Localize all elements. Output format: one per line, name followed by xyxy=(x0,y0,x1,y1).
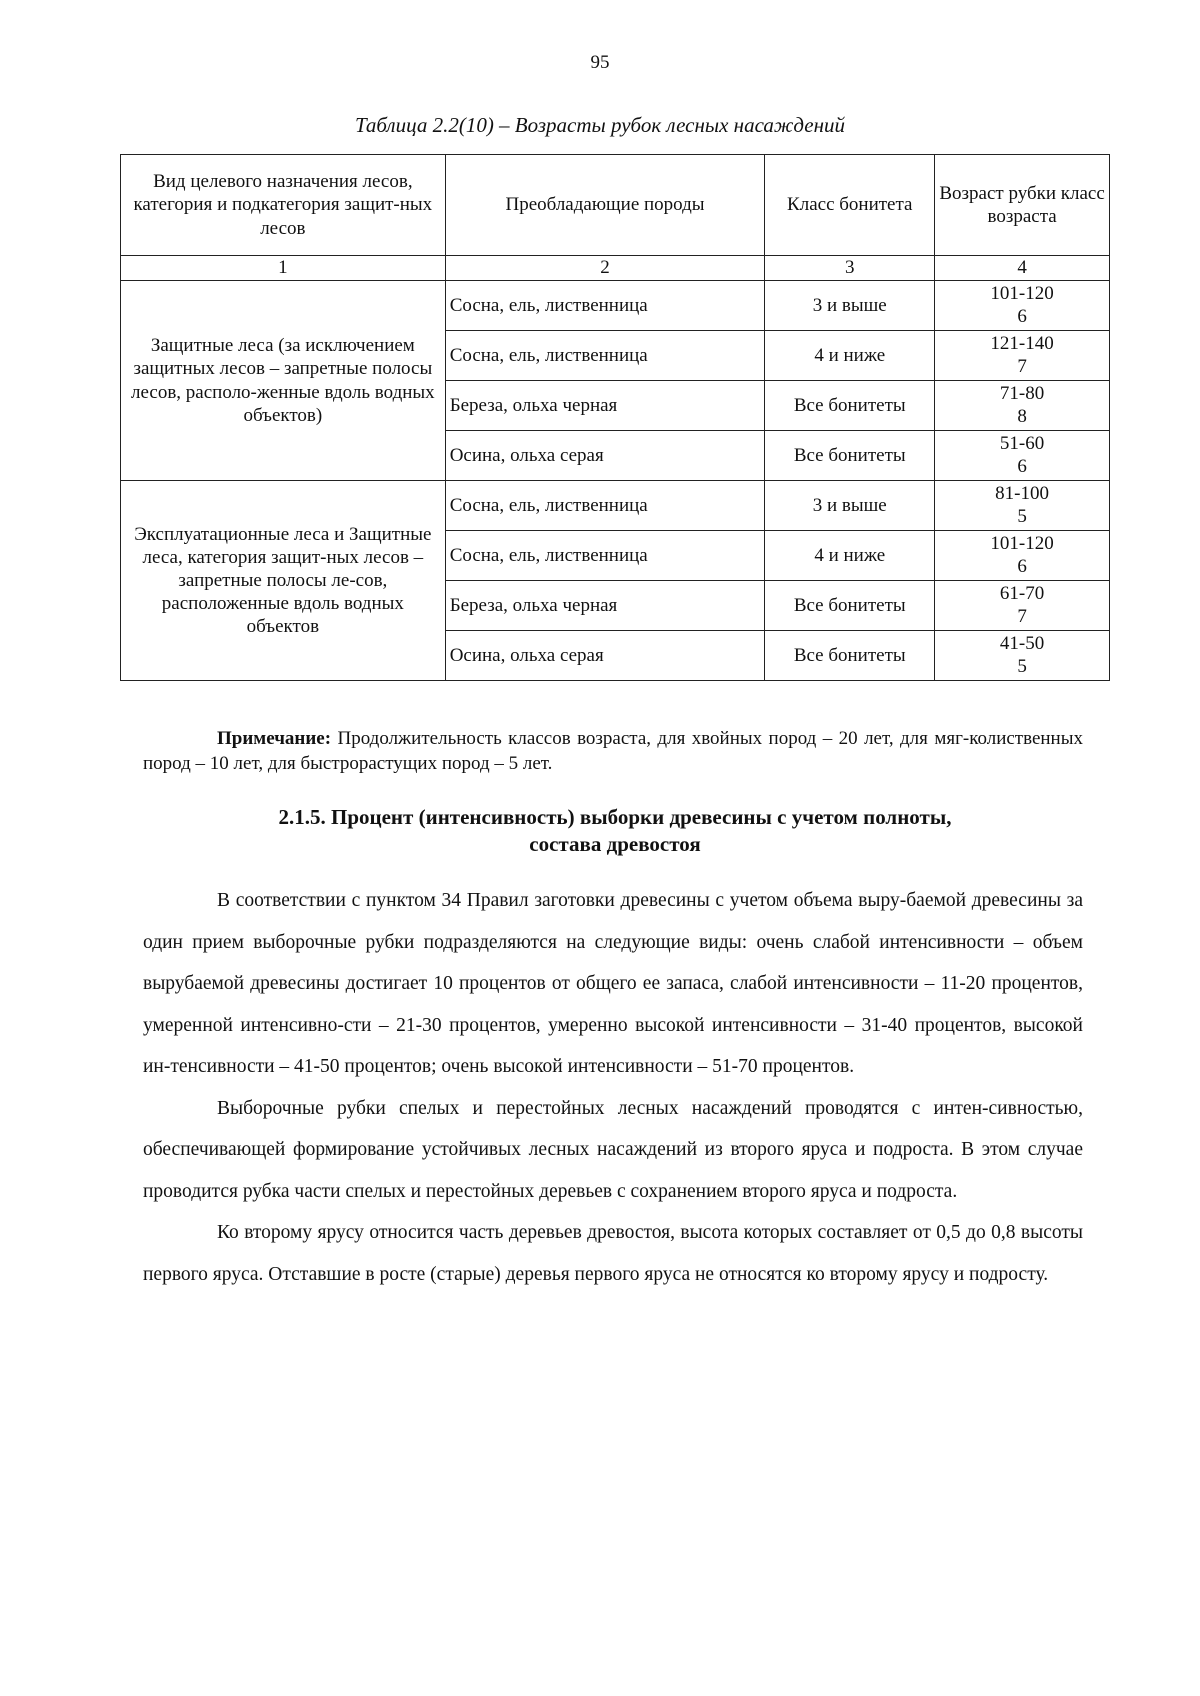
age-cell xyxy=(935,531,1110,581)
column-number: 4 xyxy=(935,256,1110,281)
species-cell: Сосна, ель, лиственница xyxy=(445,281,765,331)
age-cell xyxy=(935,431,1110,481)
age-cell xyxy=(935,581,1110,631)
age-class: 6 xyxy=(1017,455,1027,477)
bonitet-cell: 4 и ниже xyxy=(765,331,935,381)
bonitet-cell: Все бонитеты xyxy=(765,431,935,481)
table-caption: Таблица 2.2(10) – Возрасты рубок лесных насаждений xyxy=(354,113,846,137)
section-heading-line: 2.1.5. Процент (интенсивность) выборки древесины с учетом полноты, xyxy=(278,805,952,829)
bonitet-cell: Все бонитеты xyxy=(765,631,935,681)
header-felling-age: Возраст рубки класс возраста xyxy=(935,155,1110,256)
table-row xyxy=(121,281,1110,331)
bonitet-cell: 4 и ниже xyxy=(765,531,935,581)
age-class: 7 xyxy=(1017,605,1027,627)
age-class: 6 xyxy=(1017,305,1027,327)
age-cell xyxy=(935,631,1110,681)
age-cell xyxy=(935,281,1110,331)
table-header-row xyxy=(121,155,1110,256)
age-range: 51-60 xyxy=(999,433,1045,455)
group-exploitation-forests: Эксплуатационные леса и Защитные леса, категория защит-ных лесов – запретные полосы ле-сов, расположенные вдоль водных объектов xyxy=(121,481,446,681)
table-note xyxy=(143,726,1083,776)
species-cell: Осина, ольха серая xyxy=(445,431,765,481)
section-heading xyxy=(120,804,1110,859)
bonitet-cell: Все бонитеты xyxy=(765,581,935,631)
bonitet-cell: 3 и выше xyxy=(765,281,935,331)
species-cell: Береза, ольха черная xyxy=(445,581,765,631)
age-class: 6 xyxy=(1017,555,1027,577)
age-range: 41-50 xyxy=(999,633,1045,655)
header-forest-purpose: Вид целевого назначения лесов, категория и подкатегория защит-ных лесов xyxy=(121,155,446,256)
age-range: 81-100 xyxy=(995,483,1049,505)
age-range: 101-120 xyxy=(990,533,1054,555)
age-class: 5 xyxy=(1017,655,1027,677)
age-class: 5 xyxy=(1017,505,1027,527)
age-cell xyxy=(935,381,1110,431)
felling-age-table xyxy=(120,154,1110,681)
body-text xyxy=(143,880,1083,1295)
column-number: 1 xyxy=(121,256,446,281)
species-cell: Осина, ольха серая xyxy=(445,631,765,681)
species-cell: Сосна, ель, лиственница xyxy=(445,481,765,531)
age-range: 121-140 xyxy=(990,333,1054,355)
section-heading-line: состава древостоя xyxy=(529,832,701,857)
age-range: 61-70 xyxy=(999,583,1045,605)
bonitet-cell: 3 и выше xyxy=(765,481,935,531)
bonitet-cell: Все бонитеты xyxy=(765,381,935,431)
header-species: Преобладающие породы xyxy=(445,155,765,256)
species-cell: Береза, ольха черная xyxy=(445,381,765,431)
age-class: 8 xyxy=(1017,405,1027,427)
column-number-row xyxy=(121,256,1110,281)
page-number: 95 xyxy=(590,52,610,73)
table-row xyxy=(121,481,1110,531)
header-bonitet: Класс бонитета xyxy=(765,155,935,256)
paragraph: Ко второму ярусу относится часть деревьев древостоя, высота которых составляет от 0,5 до 0,8 высоты первого яруса. Отставшие в росте (старые) деревья первого яруса не относятся ко второму ярусу и подросту. xyxy=(143,1222,1083,1285)
age-range: 71-80 xyxy=(999,383,1045,405)
note-label: Примечание: xyxy=(217,728,332,749)
paragraph: В соответствии с пунктом 34 Правил заготовки древесины с учетом объема выру-баемой древесины за один прием выборочные рубки подразделяются на следующие виды: очень слабой интенсивности – объем вырубаемой древесины достигает 10 процентов от общего ее запаса, слабой интенсивности – 11-20 процентов, умеренной интенсивно-сти – 21-30 процентов, умеренно высокой интенсивности – 31-40 процентов, высокой ин-тенсивности – 41-50 процентов; очень высокой интенсивности – 51-70 процентов. xyxy=(143,890,1083,1077)
group-protective-forests: Защитные леса (за исключением защитных лесов – запретные полосы лесов, располо-женные вдоль водных объектов) xyxy=(121,281,446,481)
species-cell: Сосна, ель, лиственница xyxy=(445,331,765,381)
age-cell xyxy=(935,331,1110,381)
age-range: 101-120 xyxy=(990,283,1054,305)
age-class: 7 xyxy=(1017,355,1027,377)
note-text: Продолжительность классов возраста, для хвойных пород – 20 лет, для мяг-колиственных пород – 10 лет, для быстрорастущих пород – 5 лет. xyxy=(143,728,1083,775)
age-cell xyxy=(935,481,1110,531)
column-number: 3 xyxy=(765,256,935,281)
species-cell: Сосна, ель, лиственница xyxy=(445,531,765,581)
column-number: 2 xyxy=(445,256,765,281)
paragraph: Выборочные рубки спелых и перестойных лесных насаждений проводятся с интен-сивностью, обеспечивающей формирование устойчивых лесных насаждений из второго яруса и подроста. В этом случае проводится рубка части спелых и перестойных деревьев с сохранением второго яруса и подроста. xyxy=(143,1097,1083,1202)
